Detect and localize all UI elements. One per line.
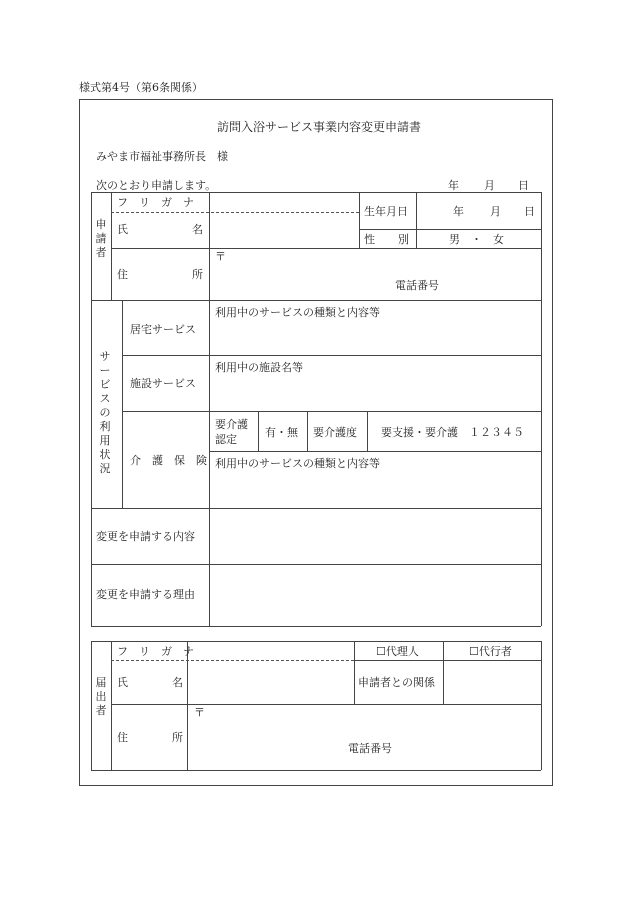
certification-label-1: 要介護 [215,418,248,431]
change-content-input[interactable] [211,510,539,562]
applicant-label-col-line [111,192,112,300]
applicant-name-input[interactable] [211,214,357,247]
furigana-label: フ リ ガ ナ [117,196,194,209]
date-month-label: 月 [484,179,495,192]
care-insurance-label: 介 護 保 険 [130,454,207,467]
main-table-right-line [541,192,542,626]
care-level-options[interactable]: 要支援・要介護 １２３４５ [381,426,524,439]
value-col-line [209,192,210,626]
facility-care-separator [122,411,541,412]
date-day-label: 日 [518,179,529,192]
notifier-name-input[interactable] [189,662,352,703]
address-label-2: 所 [192,268,203,281]
agent-checkbox[interactable]: ☐代行者 [469,645,512,658]
change-reason-input[interactable] [211,566,539,624]
relation-label-left-line [354,641,355,704]
birth-label-right-line [416,192,417,248]
notifier-furigana-label: フ リ ガ ナ [117,645,194,658]
cert-option-col-line [307,411,308,451]
applicant-top-line [91,192,541,193]
intro-text: 次のとおり申請します。 [96,179,217,192]
care-service-input[interactable] [211,473,539,506]
service-section-label: サービスの利用状況 [99,350,111,475]
service-bottom-line [91,508,541,509]
notifier-right-line [541,641,542,770]
applicant-furigana-input[interactable] [211,194,357,211]
notifier-furigana-separator [111,660,354,661]
care-service-note: 利用中のサービスの種類と内容等 [215,457,380,470]
facility-service-label: 施設サービス [130,377,196,390]
birth-label: 生年月日 [364,205,408,218]
gender-label-2: 別 [398,233,409,246]
gender-label-1: 性 [364,233,375,246]
home-service-note: 利用中のサービスの種類と内容等 [215,306,380,319]
notifier-phone-label: 電話番号 [348,742,392,755]
care-level-col-line [367,411,368,451]
change-bottom-line [91,626,541,627]
applicant-section-label: 申請者 [95,218,107,259]
relation-input[interactable] [445,662,539,703]
postal-mark: 〒 [215,250,226,263]
care-level-label: 要介護度 [313,426,357,439]
cert-col-line [258,411,259,451]
relation-label: 申請者との関係 [358,676,435,689]
applicant-address-input[interactable] [228,250,538,266]
notifier-address-input[interactable] [207,706,539,724]
notifier-name-label-2: 名 [172,676,183,689]
main-table-left-line [91,192,92,626]
service-label-col-line [122,300,123,508]
home-facility-separator [122,355,541,356]
notifier-address-label-1: 住 [117,731,128,744]
home-service-input[interactable] [211,322,539,353]
page-title: 訪問入浴サービス事業内容変更申請書 [217,120,422,134]
care-row-separator [209,451,541,452]
change-reason-label: 変更を申請する理由 [96,588,195,601]
notifier-left-line [91,641,92,770]
notifier-postal-mark: 〒 [194,706,205,719]
home-service-label: 居宅サービス [130,323,196,336]
gender-options[interactable]: 男 ・ 女 [449,233,504,246]
birth-month-label: 月 [490,205,501,218]
proxy-checkbox[interactable]: ☐代理人 [376,645,419,658]
change-separator [91,564,541,565]
certification-label-2: 認定 [215,433,237,446]
address-label-1: 住 [117,268,128,281]
birth-year-label: 年 [453,205,464,218]
birth-gender-separator [359,229,541,230]
facility-service-note: 利用中の施設名等 [215,361,303,374]
change-content-label: 変更を申請する内容 [96,530,195,543]
name-address-separator [111,248,541,249]
proxy-row-separator [354,660,541,661]
addressee: みやま市福祉事務所長 様 [96,150,228,163]
notifier-name-label-1: 氏 [117,676,128,689]
birth-day-label: 日 [524,205,535,218]
relation-label-right-line [443,641,444,704]
notifier-bottom-line [91,770,541,771]
facility-service-input[interactable] [211,377,539,409]
birth-label-left-line [359,192,360,248]
notifier-section-label: 届出者 [95,676,107,717]
phone-label: 電話番号 [395,279,439,292]
notifier-address-label-2: 所 [172,731,183,744]
name-label-2: 名 [192,223,203,236]
date-year-label: 年 [448,179,459,192]
furigana-separator [111,212,359,213]
applicant-bottom-line [91,300,541,301]
notifier-top-line [91,641,541,642]
name-label-1: 氏 [117,223,128,236]
notifier-furigana-input[interactable] [189,643,352,659]
form-number: 様式第4号（第6条関係） [79,81,203,94]
notifier-name-address-separator [111,704,541,705]
certification-options[interactable]: 有・無 [265,426,298,439]
